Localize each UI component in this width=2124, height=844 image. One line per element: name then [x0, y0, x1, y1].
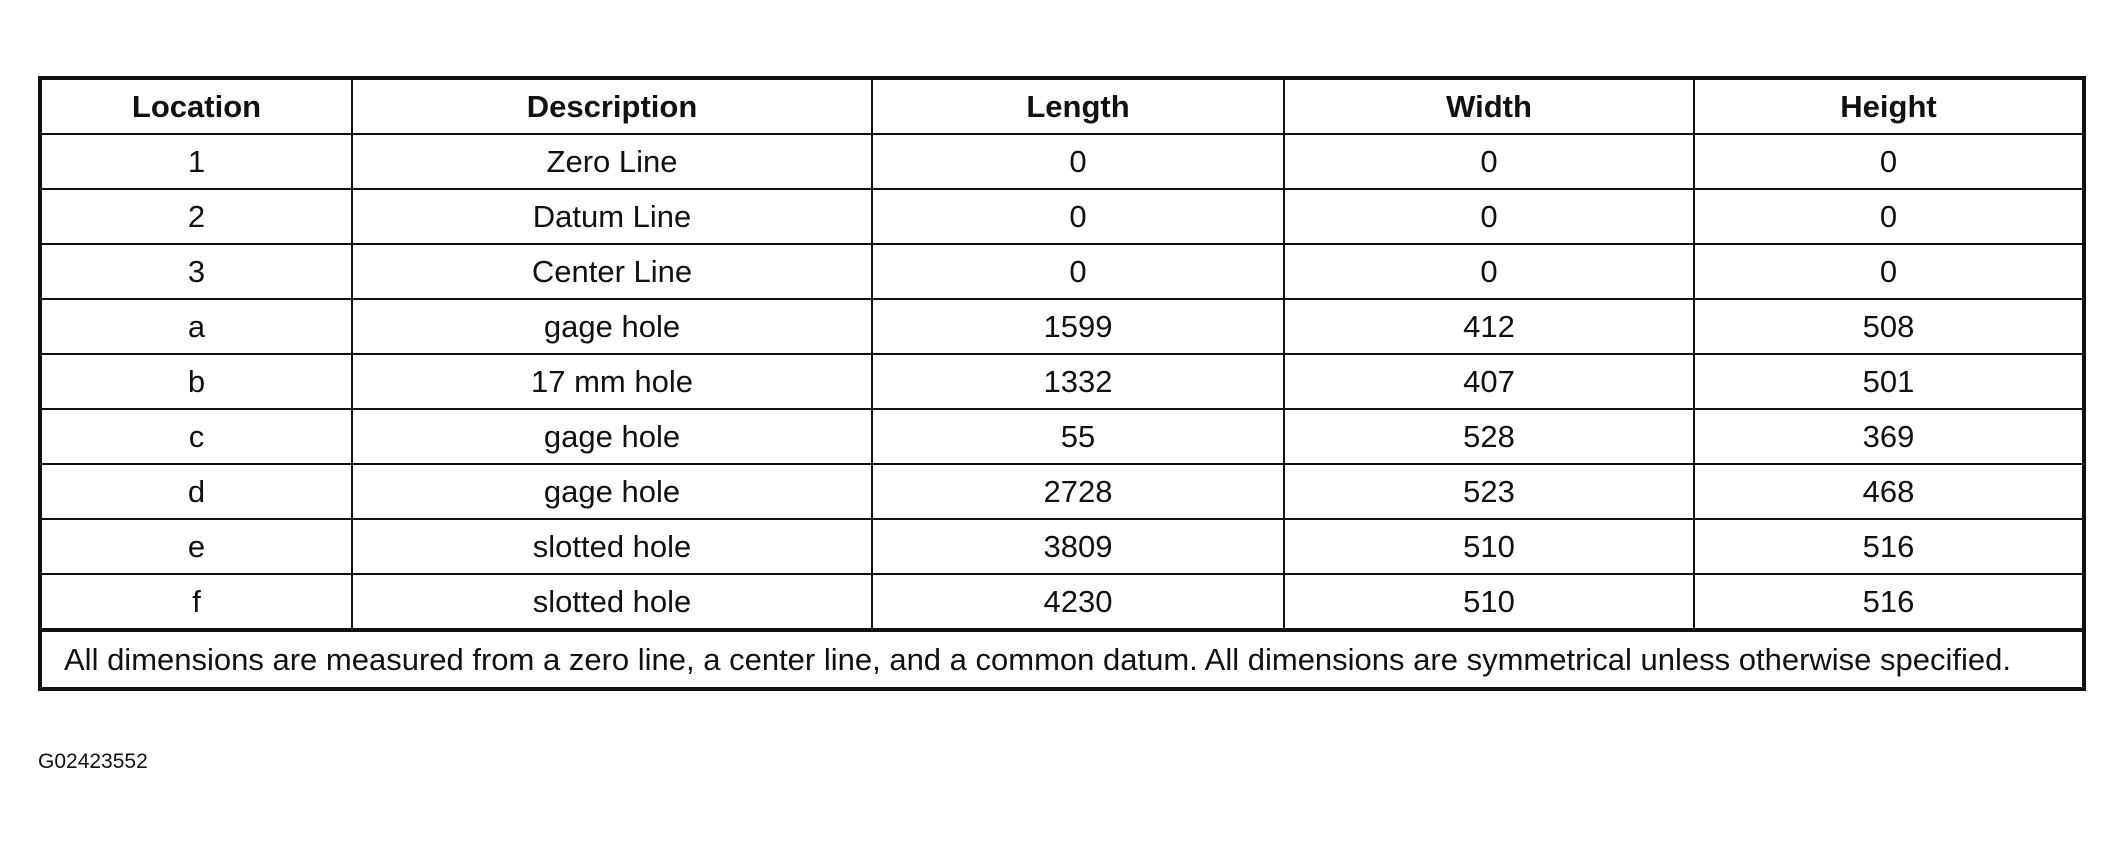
cell-width: 407: [1284, 354, 1694, 409]
cell-location: a: [42, 299, 352, 354]
header-height: Height: [1694, 80, 2082, 134]
cell-length: 0: [872, 189, 1284, 244]
cell-height: 468: [1694, 464, 2082, 519]
cell-description: gage hole: [352, 464, 872, 519]
cell-description: 17 mm hole: [352, 354, 872, 409]
figure-id: G02423552: [38, 750, 148, 773]
cell-description: slotted hole: [352, 519, 872, 574]
table-row: [42, 244, 2082, 299]
cell-location: e: [42, 519, 352, 574]
cell-width: 412: [1284, 299, 1694, 354]
cell-description: gage hole: [352, 299, 872, 354]
cell-description: Datum Line: [352, 189, 872, 244]
cell-location: c: [42, 409, 352, 464]
cell-location: f: [42, 574, 352, 629]
table-row: [42, 409, 2082, 464]
cell-width: 0: [1284, 134, 1694, 189]
cell-height: 516: [1694, 574, 2082, 629]
cell-location: d: [42, 464, 352, 519]
header-location: Location: [42, 80, 352, 134]
table-row: [42, 134, 2082, 189]
cell-length: 4230: [872, 574, 1284, 629]
table-note: All dimensions are measured from a zero line, a center line, and a common datum. All dimensions are symmetrical unless otherwise specified.: [42, 630, 2082, 687]
cell-width: 510: [1284, 519, 1694, 574]
table-row: [42, 354, 2082, 409]
dimension-table: [42, 80, 2082, 630]
header-width: Width: [1284, 80, 1694, 134]
header-length: Length: [872, 80, 1284, 134]
cell-width: 528: [1284, 409, 1694, 464]
dimension-table-frame: [38, 76, 2086, 691]
cell-width: 0: [1284, 189, 1694, 244]
cell-description: slotted hole: [352, 574, 872, 629]
cell-length: 1332: [872, 354, 1284, 409]
table-row: [42, 464, 2082, 519]
cell-length: 2728: [872, 464, 1284, 519]
cell-height: 0: [1694, 244, 2082, 299]
cell-height: 369: [1694, 409, 2082, 464]
cell-description: Zero Line: [352, 134, 872, 189]
cell-width: 0: [1284, 244, 1694, 299]
cell-location: b: [42, 354, 352, 409]
cell-location: 2: [42, 189, 352, 244]
table-row: [42, 574, 2082, 629]
cell-length: 0: [872, 134, 1284, 189]
table-row: [42, 299, 2082, 354]
table-row: [42, 519, 2082, 574]
cell-location: 1: [42, 134, 352, 189]
cell-height: 0: [1694, 134, 2082, 189]
cell-width: 523: [1284, 464, 1694, 519]
table-body: [42, 134, 2082, 629]
cell-location: 3: [42, 244, 352, 299]
table-header-row: [42, 80, 2082, 134]
cell-width: 510: [1284, 574, 1694, 629]
table-row: [42, 189, 2082, 244]
cell-height: 516: [1694, 519, 2082, 574]
cell-length: 0: [872, 244, 1284, 299]
cell-description: Center Line: [352, 244, 872, 299]
cell-height: 508: [1694, 299, 2082, 354]
header-description: Description: [352, 80, 872, 134]
cell-length: 1599: [872, 299, 1284, 354]
cell-height: 0: [1694, 189, 2082, 244]
cell-height: 501: [1694, 354, 2082, 409]
cell-description: gage hole: [352, 409, 872, 464]
cell-length: 55: [872, 409, 1284, 464]
cell-length: 3809: [872, 519, 1284, 574]
